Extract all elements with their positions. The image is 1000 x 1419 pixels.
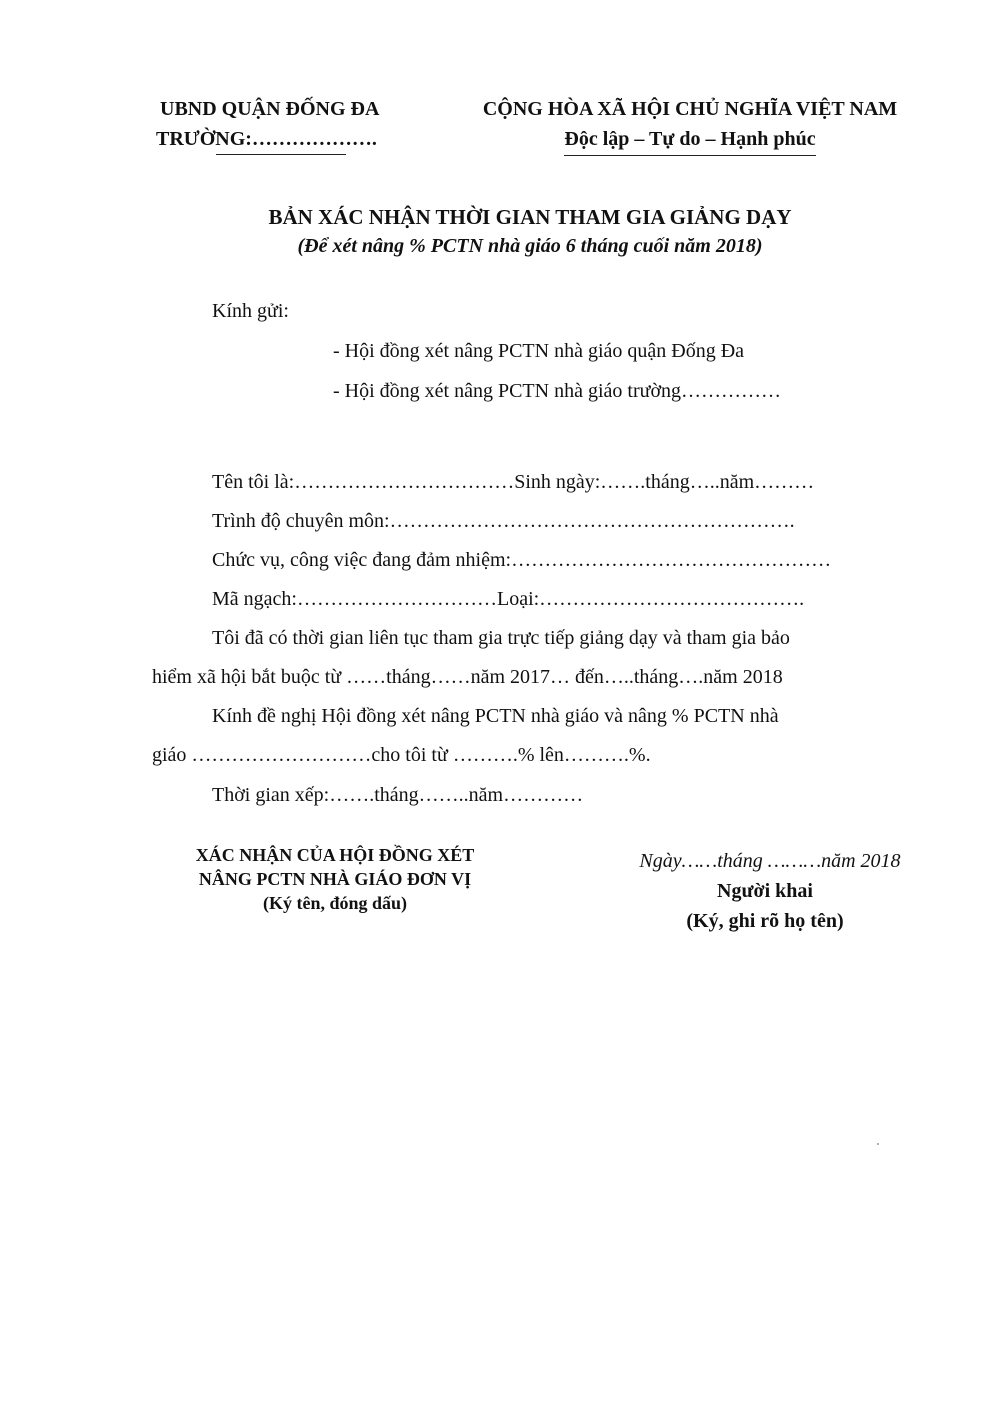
document-title: BẢN XÁC NHẬN THỜI GIAN THAM GIA GIẢNG DẠY — [268, 205, 792, 229]
salutation: Kính gửi: — [212, 300, 289, 322]
request-paragraph-line: Kính đề nghị Hội đồng xét nâng PCTN nhà giáo và nâng % PCTN nhà — [212, 705, 779, 727]
issuer-underline — [216, 154, 346, 155]
qualification-line: Trình độ chuyên môn:……………………………………………………. — [212, 510, 795, 532]
signing-date: Ngày……tháng ………năm 2018 — [639, 850, 901, 872]
scan-speck — [877, 1143, 879, 1145]
issuer-block — [120, 94, 460, 154]
name-birthdate-line: Tên tôi là:……………………………Sinh ngày:…….tháng…..năm……… — [212, 471, 815, 493]
request-paragraph-line: giáo ………………………cho tôi từ ……….% lên……….%. — [152, 744, 651, 766]
council-sign-note: (Ký tên, đóng dấu) — [262, 893, 408, 913]
position-line: Chức vụ, công việc đang đảm nhiệm:………………………………………… — [212, 549, 832, 571]
council-signature-block — [140, 843, 530, 915]
recipient-item: - Hội đồng xét nâng PCTN nhà giáo quận Đống Đa — [333, 340, 745, 362]
national-motto: Độc lập – Tự do – Hạnh phúc — [564, 124, 815, 156]
grade-line: Mã ngạch:…………………………Loại:…………………………………. — [212, 588, 805, 610]
recipient-item: - Hội đồng xét nâng PCTN nhà giáo trường…………… — [333, 380, 782, 402]
country-name: CỘNG HÒA XÃ HỘI CHỦ NGHĨA VIỆT NAM — [482, 98, 898, 120]
declarant-title: Người khai — [717, 880, 813, 902]
council-title: XÁC NHẬN CỦA HỘI ĐỒNG XÉT — [195, 845, 475, 865]
national-header — [440, 94, 940, 156]
time-placement-line: Thời gian xếp:…….tháng……..năm………… — [212, 784, 584, 806]
service-paragraph-line: Tôi đã có thời gian liên tục tham gia trực tiếp giảng dạy và tham gia bảo — [212, 627, 790, 649]
council-title: NÂNG PCTN NHÀ GIÁO ĐƠN VỊ — [198, 869, 472, 889]
declarant-signature-block — [590, 846, 940, 936]
issuer-district: UBND QUẬN ĐỐNG ĐA — [160, 98, 380, 120]
document-subtitle: (Để xét nâng % PCTN nhà giáo 6 tháng cuối năm 2018) — [297, 235, 763, 257]
service-paragraph-line: hiểm xã hội bắt buộc từ ……tháng……năm 2017… đến…..tháng….năm 2018 — [152, 666, 783, 688]
declarant-sign-note: (Ký, ghi rõ họ tên) — [686, 910, 844, 932]
issuer-school: TRƯỜNG:………………. — [156, 128, 377, 150]
document-title-block — [80, 202, 980, 260]
